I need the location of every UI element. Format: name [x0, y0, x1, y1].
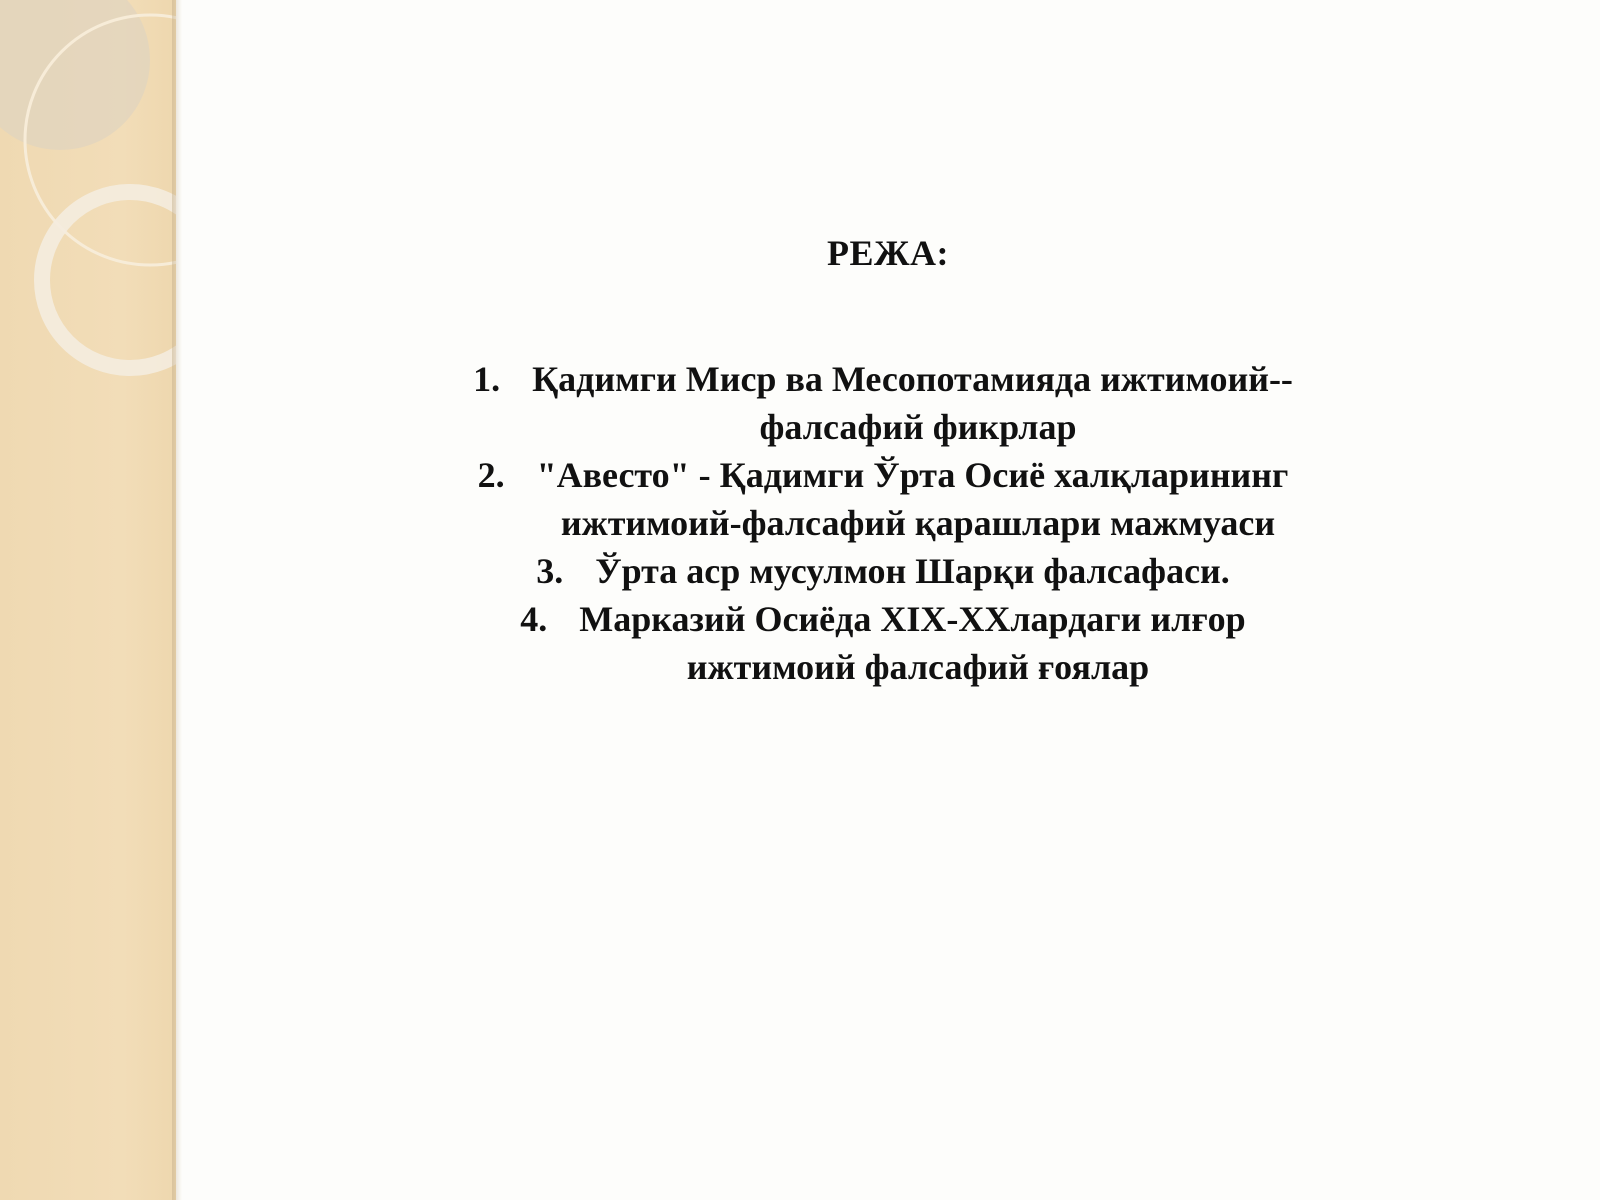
- decorative-circles: [0, 0, 176, 400]
- plan-item-2: [176, 451, 1600, 547]
- plan-item-number: 4.: [520, 599, 548, 639]
- plan-item-text-continued: фалсафий фикрлар: [759, 407, 1077, 447]
- side-panel: [0, 0, 176, 1200]
- plan-item-text: Ўрта аср мусулмон Шарқи фалсафаси.: [595, 551, 1230, 591]
- deco-thick-ring: [42, 192, 176, 368]
- plan-item-3: [176, 547, 1600, 595]
- slide-title: РЕЖА:: [826, 233, 950, 273]
- deco-filled-circle: [0, 0, 150, 150]
- plan-item-number: 3.: [536, 551, 564, 591]
- plan-item-number: 2.: [477, 455, 505, 495]
- plan-item-number: 1.: [473, 359, 501, 399]
- plan-item-1: [176, 355, 1600, 451]
- plan-item-text: Марказий Осиёда XIX-XXлардаги илғор: [579, 599, 1246, 639]
- plan-list: [176, 355, 1600, 691]
- plan-item-text-continued: ижтимоий-фалсафий қарашлари мажмуаси: [560, 503, 1276, 543]
- plan-item-text: "Авесто" - Қадимги Ўрта Осиё халқларининг: [536, 455, 1289, 495]
- plan-item-4: [176, 595, 1600, 691]
- plan-item-text: Қадимги Миср ва Месопотамияда ижтимоий--: [532, 359, 1293, 399]
- plan-item-text-continued: ижтимоий фалсафий ғоялар: [686, 647, 1150, 687]
